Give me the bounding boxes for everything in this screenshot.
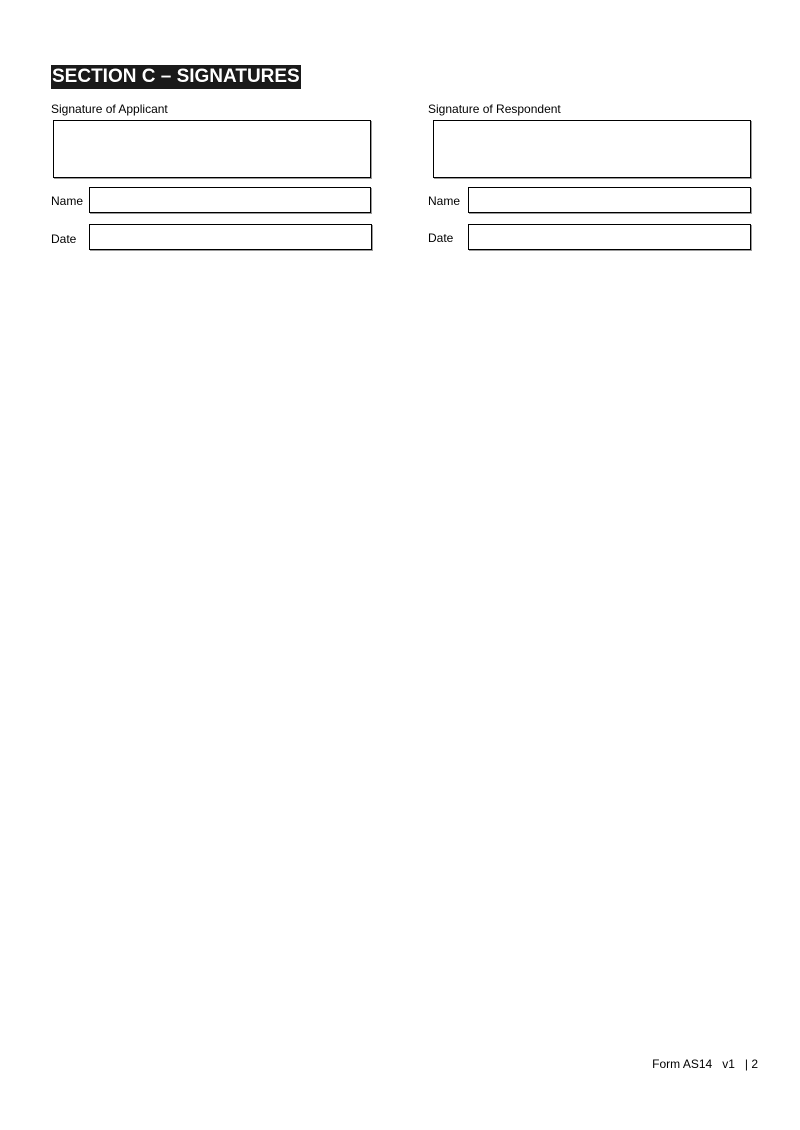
respondent-name-field[interactable] [468,187,751,213]
respondent-date-label: Date [428,231,454,245]
respondent-signature-label: Signature of Respondent [428,102,561,116]
respondent-date-field[interactable] [468,224,751,250]
applicant-signature-label: Signature of Applicant [51,102,168,116]
applicant-date-label: Date [51,232,77,246]
footer-form-reference: Form AS14 v1 | 2 [652,1057,758,1071]
applicant-date-field[interactable] [89,224,372,250]
applicant-signature-box[interactable] [53,120,371,178]
section-title: SECTION C – SIGNATURES [52,66,300,87]
respondent-name-label: Name [428,194,461,208]
respondent-signature-box[interactable] [433,120,751,178]
applicant-name-field[interactable] [89,187,371,213]
applicant-name-label: Name [51,194,84,208]
